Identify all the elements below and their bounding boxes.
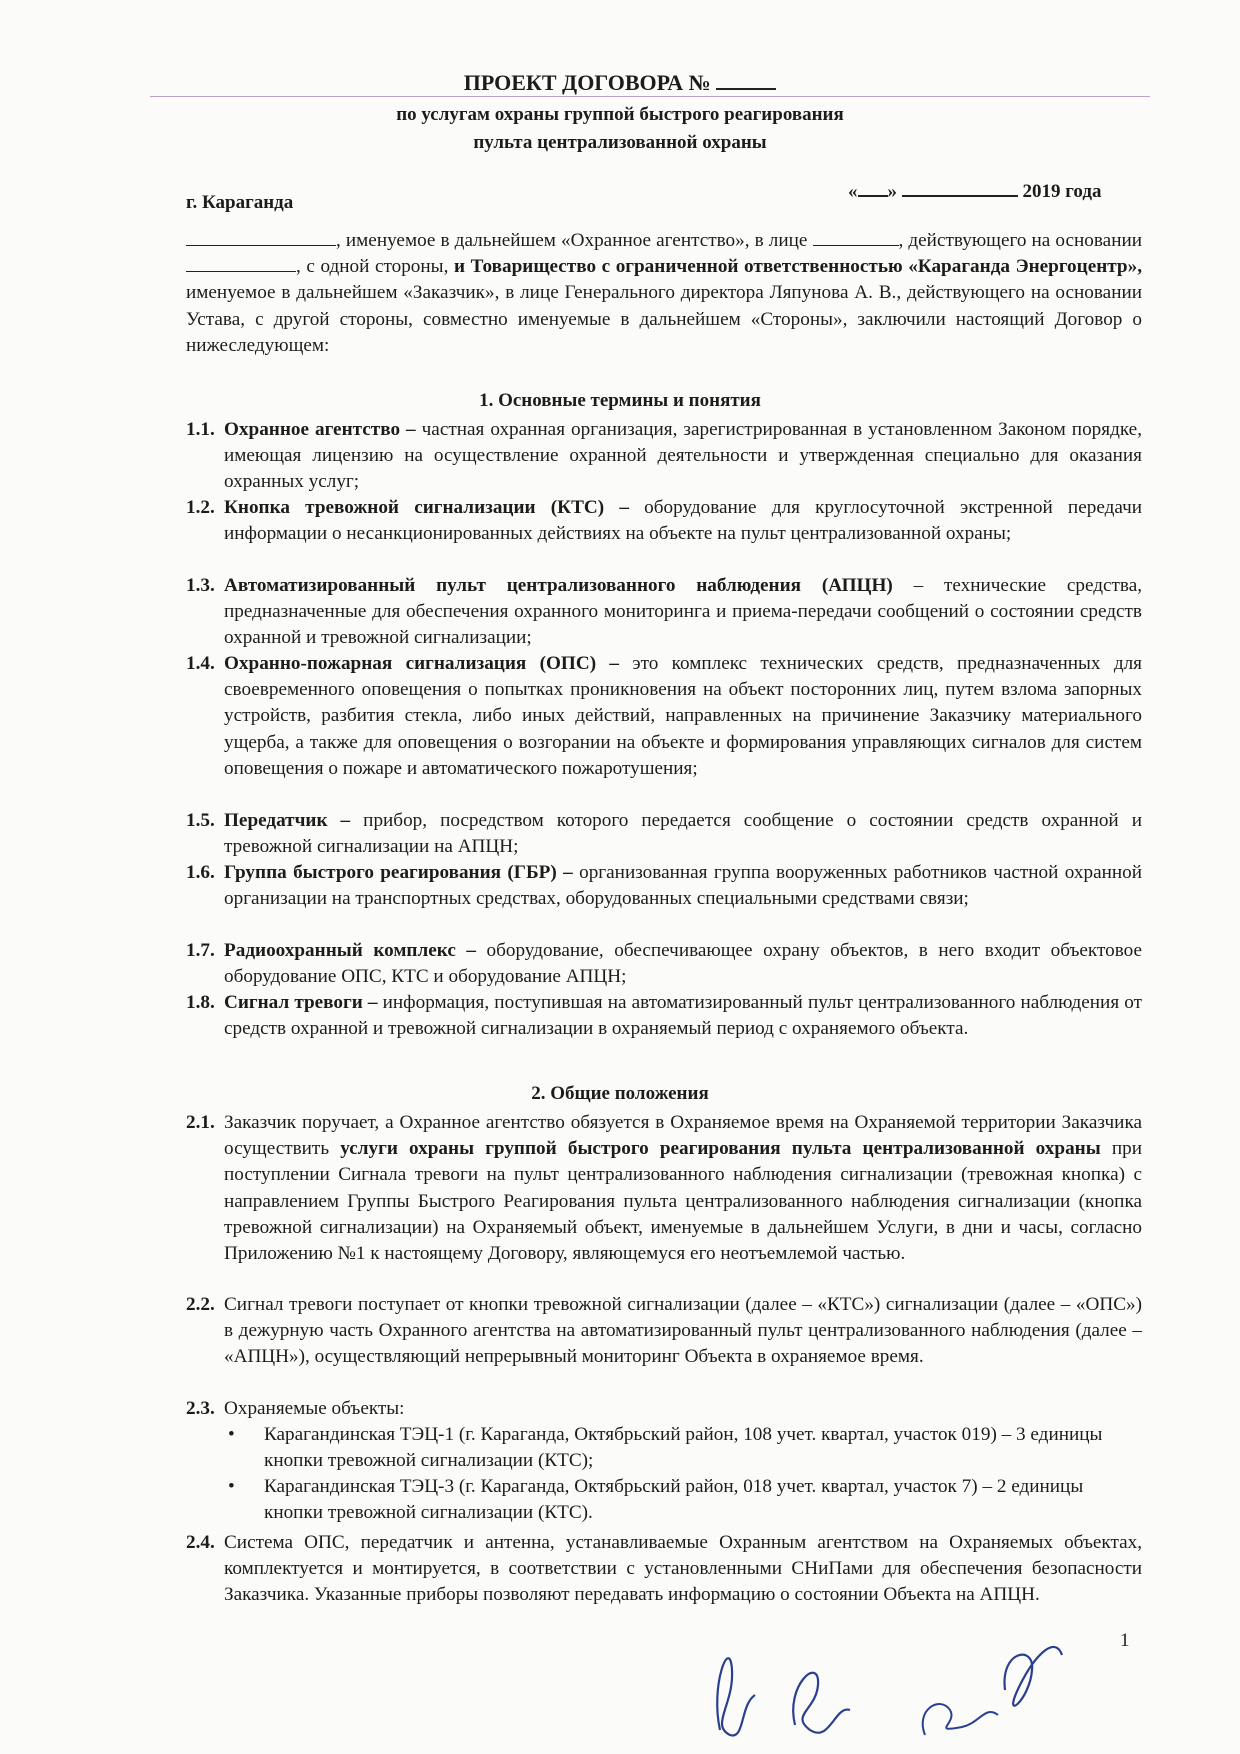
section-2-title: 2. Общие положения <box>531 1083 709 1104</box>
contract-date: « » 2019 года <box>848 181 1102 202</box>
term-item: 1.4. Охранно-пожарная сигнализация (ОПС) – это комплекс технических средств, предназначенных для своевременного оповещения о попытках проникновения на объект посторонних лиц, путем взлома запорных устройств, разбития стекла, либо иных действий, направленных на причинение Заказчику материального ущерба, а также для оповещения о возгорании на объекте и формирования управляющих сигналов для систем оповещения о пожаре и автоматического пожаротушения; <box>186 653 1142 779</box>
term-item: 1.5. Передатчик – прибор, посредством которого передается сообщение о состоянии средств охранной и тревожной сигнализации на АПЦН; <box>186 810 1142 858</box>
agency-name-blank <box>186 229 336 246</box>
signatures-image <box>700 1615 1090 1745</box>
term-item: 1.2. Кнопка тревожной сигнализации (КТС) – оборудование для круглосуточной экстренной передачи информации о несанкционированных действиях на объекте на пульт централизованной охраны; <box>186 497 1143 545</box>
term-item: 1.8. Сигнал тревоги – информация, поступившая на автоматизированный пульт централизованного наблюдения от средств охранной и тревожной сигнализации в охраняемый период с охраняемого объекта. <box>186 992 1142 1040</box>
term-item: 1.3. Автоматизированный пульт централизованного наблюдения (АПЦН) – технические средства, предназначенные для обеспечения охранного мониторинга и приема-передачи сообщений о состоянии средств охранной и тревожной сигнализации; <box>186 575 1143 649</box>
clause-2-2: 2.2. Сигнал тревоги поступает от кнопки тревожной сигнализации (далее – «КТС») сигнализации (далее – «ОПС») в дежурную часть Охранного агентства на автоматизированный пульт централизованного наблюдения (далее – «АПЦН»), осуществляющий непрерывный мониторинг Объекта в охраняемое время. <box>186 1294 1142 1368</box>
city: г. Караганда <box>186 192 294 213</box>
representative-blank <box>813 229 899 246</box>
header-rule <box>150 96 1150 97</box>
clause-2-3: 2.3. Охраняемые объекты: <box>186 1398 405 1419</box>
clause-2-4: 2.4. Система ОПС, передатчик и антенна, устанавливаемые Охранным агентством на Охраняемых объектах, комплектуется и монтируется, в соответствии с установленными СНиПами для обеспечения безопасности Заказчика. Указанные приборы позволяют передавать информацию о состоянии Объекта на АПЦН. <box>186 1532 1142 1606</box>
term-item: 1.7. Радиоохранный комплекс – оборудование, обеспечивающее охрану объектов, в него входит объектовое оборудование ОПС, КТС и оборудование АПЦН; <box>186 940 1142 988</box>
intro-paragraph: , именуемое в дальнейшем «Охранное агентство», в лице , действующего на основании , с одной стороны, и Товарищество с ограниченной ответственностью «Караганда Энергоцентр», именуемое в дальнейшем «Заказчик», в лице Генерального директора Ляпунова А. В., действующего на основании Устава, с другой стороны, совместно именуемые в дальнейшем «Стороны», заключили настоящий Договор о нижеследующем: <box>186 230 1143 356</box>
protected-object-item: • Карагандинская ТЭЦ-3 (г. Караганда, Октябрьский район, 018 учет. квартал, участок 7) – 2 единицы кнопки тревожной сигнализации (КТС). <box>228 1476 1084 1524</box>
term-item: 1.6. Группа быстрого реагирования (ГБР) – организованная группа вооруженных работников частной охранной организации на транспортных средствах, оборудованных специальными средствами связи; <box>186 862 1142 910</box>
term-item: 1.1. Охранное агентство – частная охранная организация, зарегистрированная в установленном Законом порядке, имеющая лицензию на осуществление охранной деятельности и утвержденная специально для оказания охранных услуг; <box>186 419 1142 493</box>
protected-object-item: • Карагандинская ТЭЦ-1 (г. Караганда, Октябрьский район, 108 учет. квартал, участок 019) – 3 единицы кнопки тревожной сигнализации (КТС); <box>228 1424 1103 1472</box>
basis-blank <box>186 255 296 272</box>
page-number: 1 <box>1120 1630 1130 1651</box>
contract-subtitle-2: пульта централизованной охраны <box>473 132 767 153</box>
contract-subtitle-1: по услугам охраны группой быстрого реагирования <box>396 104 844 125</box>
clause-2-1: 2.1. Заказчик поручает, а Охранное агентство обязуется в Охраняемое время на Охраняемой территории Заказчика осуществить услуги охраны группой быстрого реагирования пульта централизованной охраны при поступлении Сигнала тревоги на пульт централизованного наблюдения сигнализации (тревожная кнопка) с направлением Группы Быстрого Реагирования пульта централизованного наблюдения сигнализации (кнопка тревожной сигнализации) на Охраняемый объект, именуемые в дальнейшем Услуги, в дни и часы, согласно Приложению №1 к настоящему Договору, являющемуся его неотъемлемой частью. <box>186 1112 1142 1265</box>
contract-title: ПРОЕКТ ДОГОВОРА № <box>0 70 1240 96</box>
section-1-title: 1. Основные термины и понятия <box>479 390 761 411</box>
contract-number-blank <box>716 70 776 90</box>
